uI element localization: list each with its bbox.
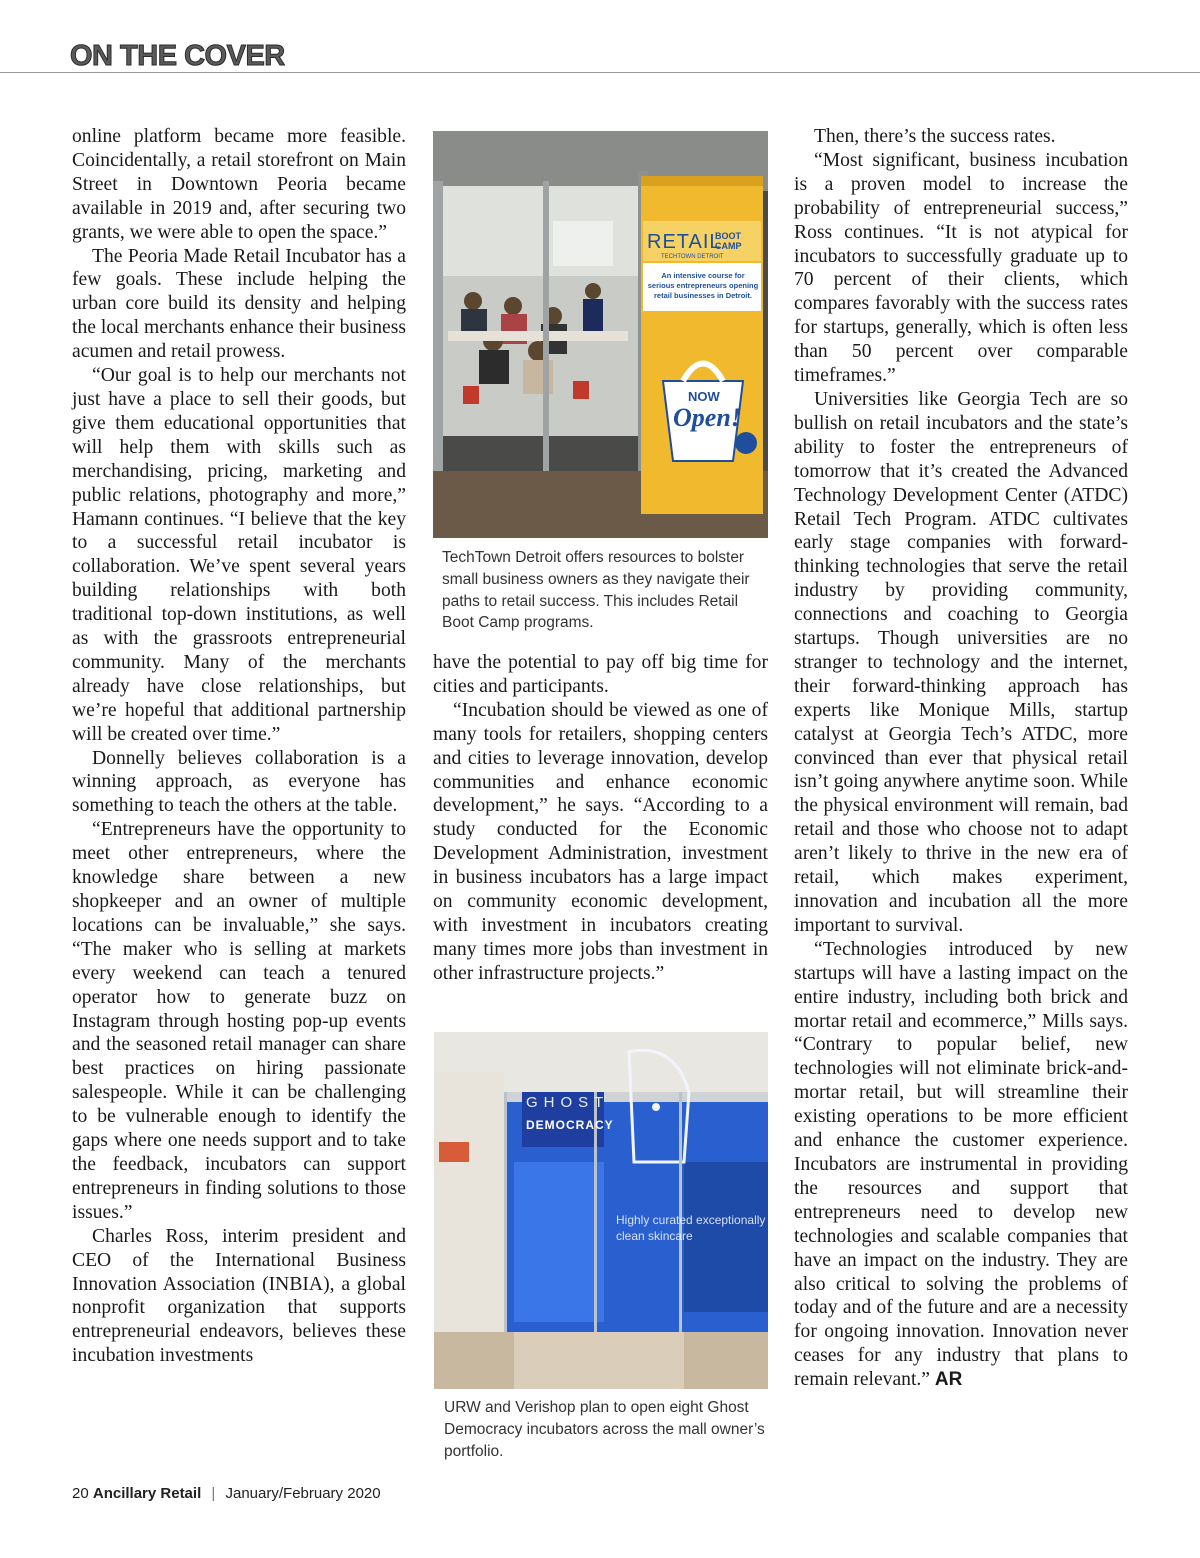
issue-date: January/February 2020 xyxy=(225,1485,381,1502)
photo-caption-ghost-democracy: URW and Verishop plan to open eight Ghost Democracy incubators across the mall owner’s portfolio. xyxy=(444,1399,765,1460)
storefront-illustration xyxy=(434,1032,768,1389)
store-sign-ghost: GHOST xyxy=(526,1094,610,1111)
photo-techtown-detroit xyxy=(433,131,768,538)
store-glass-text: Highly curated exceptionally clean skincare xyxy=(616,1213,766,1243)
section-title: ON THE COVER xyxy=(70,40,285,72)
end-mark: AR xyxy=(934,1369,963,1391)
banner-org-text: TECHTOWN DETROIT xyxy=(661,254,724,260)
paragraph xyxy=(794,938,1128,1392)
photo-ghost-democracy-store xyxy=(434,1032,768,1389)
paragraph: “Our goal is to help our merchants not just have a place to sell their goods, but give them educational opportunities that will help them with skills such as merchandising, pricing, marketing and public relations, photography and more,” Hamann continues. “I believe that the key to a successful retail incubator is collaboration. We’ve spent several years building relationships with both traditional top-down institutions, as well as with the grassroots entrepreneurial community. Many of the merchants already have close relationships, but we’re hopeful that additional partnership will be created over time.” xyxy=(72,365,406,745)
banner-camp-text: CAMP xyxy=(715,241,742,251)
paragraph: “Entrepreneurs have the opportunity to meet other entrepreneurs, where the knowledge share between a new shopkeeper and an owner of multiple locations can be invaluable,” she says. “The maker who is selling at markets every weekend can teach a tenured operator how to generate buzz on Instagram through hosting pop-up events and the seasoned retail manager can share best practices on hiring passionate salespeople. While it can be challenging to be vulnerable enough to identify the gaps where one needs support and to take the feedback, incubators can support entrepreneurs in finding solutions to those issues.” xyxy=(72,819,406,1223)
paragraph: Then, there’s the success rates. xyxy=(814,126,1056,147)
banner-boot-text: BOOT xyxy=(715,231,741,241)
paragraph: The Peoria Made Retail Incubator has a few goals. These include helping the urban core build its density and helping the local merchants enhance their business acumen and retail prowess. xyxy=(72,245,406,363)
banner-tagline: An intensive course for serious entrepreneurs opening retail businesses in Detroit. xyxy=(647,271,759,300)
article-column-3 xyxy=(794,125,1128,1392)
page-footer xyxy=(72,1485,381,1502)
banner-now-text: NOW xyxy=(688,389,720,404)
footer-separator: | xyxy=(211,1485,216,1502)
magazine-name: Ancillary Retail xyxy=(92,1485,202,1502)
paragraph: “Incubation should be viewed as one of many tools for retailers, shopping centers and cities to leverage innovation, develop communities and enhance economic development,” he says. “According to a study conducted for the Economic Development Administration, investment in business incubators has a large impact on community economic development, with investment in incubators creating many times more jobs than investment in other infrastructure projects.” xyxy=(433,699,768,984)
paragraph: “Most significant, business incubation is a proven model to increase the probability of entrepreneurial success,” Ross continues. “It is not atypical for incubators to successfully graduate up to 70 percent of their clients, which compares favorably with the success rates for startups, generally, which is often less than 50 percent over comparable timeframes.” xyxy=(794,149,1128,387)
paragraph: Donnelly believes collaboration is a winning approach, as everyone has something to teach the others at the table. xyxy=(72,747,406,817)
paragraph: Universities like Georgia Tech are so bullish on retail incubators and the state’s ability to foster the entrepreneurs of tomorrow that it’s created the Advanced Technology Development Center (ATDC) Retail Tech Program. ATDC cultivates early stage companies with forward-thinking technologies that serve the retail industry by providing community, connections and coaching to Georgia startups. Though universities are no stranger to technology and the internet, their forward-thinking approach has experts like Monique Mills, startup catalyst at Georgia Tech’s ATDC, more convinced than ever that physical retail isn’t going anywhere anytime soon. While the physical environment will remain, bad retail and those who choose not to adapt aren’t likely to thrive in the new era of retail, which makes experiment, innovation and incubation all the more important to survival. xyxy=(794,388,1128,936)
paragraph: have the potential to pay off big time for cities and participants. xyxy=(433,652,768,697)
photo-caption-techtown: TechTown Detroit offers resources to bolster small business owners as they navigate their paths to retail success. This includes Retail Boot Camp programs. xyxy=(442,549,750,632)
paragraph-text: “Technologies introduced by new startups will have a lasting impact on the entire industry, including both brick and mortar retail and ecommerce,” Mills says. “Contrary to popular belief, new technologies will not eliminate brick-and-mortar retail, but will streamline their existing operations to be more efficient and enhance the customer experience. Incubators are instrumental in providing the resources and support that entrepreneurs need to develop new technologies and scalable companies that have an impact on the industry. They are also critical to solving the problems of today and of the future and are a necessity for ongoing innovation. Innovation never ceases for any industry that plans to remain relevant.” xyxy=(794,938,1128,1391)
store-sign-democracy: DEMOCRACY xyxy=(526,1118,614,1132)
banner-open-text: Open! xyxy=(673,403,741,432)
article-column-1 xyxy=(72,125,406,1368)
banner-boot-camp xyxy=(715,231,742,251)
article-column-2 xyxy=(433,651,768,986)
classroom-illustration xyxy=(433,131,768,538)
banner-retail-text: RETAIL xyxy=(647,231,722,253)
paragraph: Charles Ross, interim president and CEO of the International Business Innovation Association (INBIA), a global nonprofit organization that supports entrepreneurial endeavors, believes these incubation investments xyxy=(72,1225,406,1367)
paragraph: online platform became more feasible. Coincidentally, a retail storefront on Main Street in Downtown Peoria became available in 2019 and, after securing two grants, we were able to open the space.” xyxy=(72,126,406,243)
header-rule xyxy=(0,72,1200,73)
page-number: 20 xyxy=(72,1485,89,1502)
